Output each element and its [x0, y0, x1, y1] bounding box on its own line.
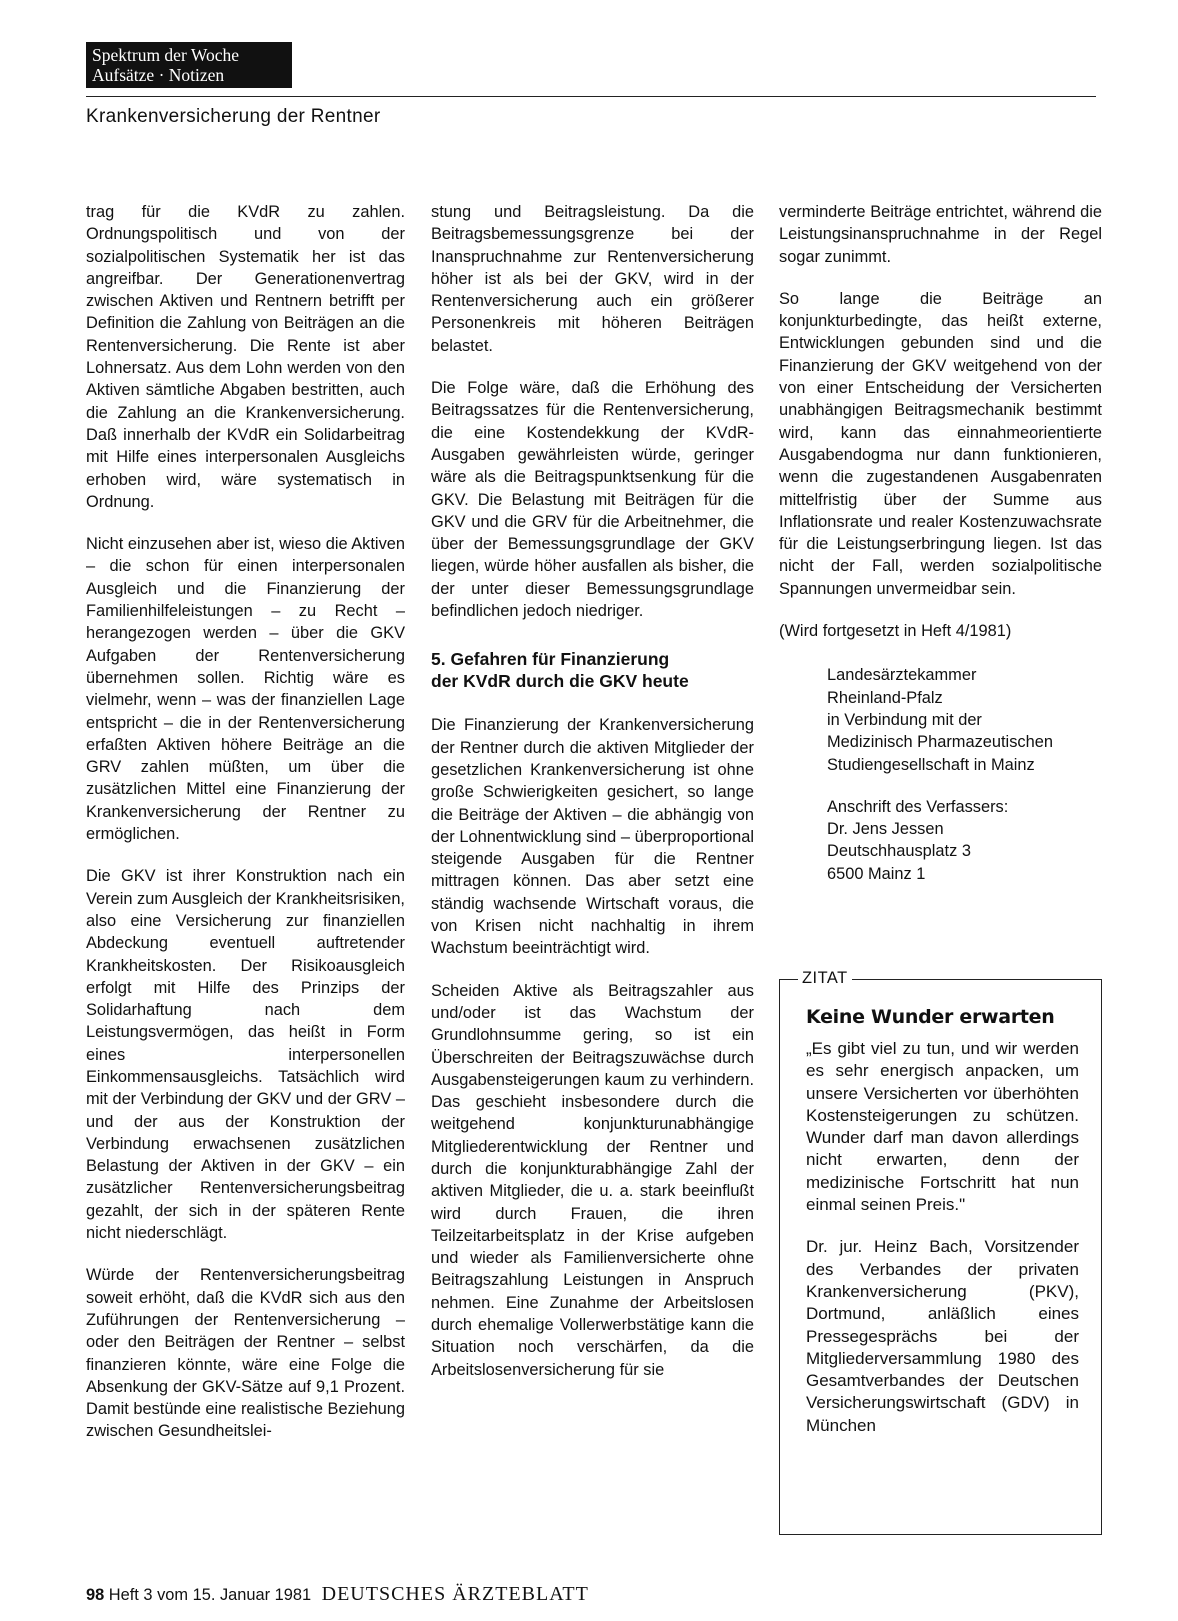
- column-2: [431, 201, 754, 1401]
- author-address: [827, 796, 1102, 885]
- affiliation: [827, 664, 1102, 775]
- section-heading-line2: der KVdR durch die GKV heute: [431, 671, 689, 692]
- affiliation-line: Studiengesellschaft in Mainz: [827, 755, 1035, 774]
- section-heading: [431, 648, 754, 692]
- quote-title: Keine Wunder erwarten: [806, 1006, 1055, 1028]
- paragraph: Die Finanzierung der Krankenversicherung der Rentner durch die aktiven Mitglieder der gesetzlichen Krankenversicherung ist ohne große Schwierigkeiten gesichert, so lange die Beiträge der Aktiven – die abhängig von der Lohnentwicklung sind – überproportional steigende Ausgaben für die Rentner mittragen können. Das aber setzt eine ständig wachsende Wirtschaft voraus, die von Krisen nicht nachhaltig in ihrem Wachstum beeinträchtigt wird.: [431, 716, 754, 958]
- address-line: Deutschhausplatz 3: [827, 842, 971, 861]
- page-footer: [86, 1583, 589, 1606]
- section-label-line1: Spektrum der Woche: [92, 45, 239, 65]
- paragraph: trag für die KVdR zu zahlen. Ordnungspolitisch und von der sozialpolitischen Systematik her ist das angreifbar. Der Generationenvertrag zwischen Aktiven und Rentnern betrifft per Definition die Zahlung von Beiträgen an die Rentenversicherung. Die Rente ist aber Lohnersatz. Aus dem Lohn werden von den Aktiven sämtliche Abgaben bestritten, auch die Zahlung an die Krankenversicherung. Daß innerhalb der KVdR ein Solidarbeitrag mit Hilfe eines interpersonalen Ausgleichs erhoben wird, wäre systematisch in Ordnung.: [86, 203, 405, 511]
- paragraph: verminderte Beiträge entrichtet, während die Leistungsinanspruchnahme in der Regel sogar zunimmt.: [779, 203, 1102, 266]
- address-line: Dr. Jens Jessen: [827, 820, 944, 839]
- magazine-title: DEUTSCHES ÄRZTEBLATT: [321, 1583, 589, 1605]
- article-topic: Krankenversicherung der Rentner: [86, 106, 381, 127]
- issue-info: Heft 3 vom 15. Januar 1981: [108, 1586, 312, 1604]
- paragraph: Scheiden Aktive als Beitragszahler aus und/oder ist das Wachstum der Grundlohnsumme gering, so ist ein Überschreiten der Beitragszuwächse durch Ausgabensteigerungen kaum zu verhindern. Das geschieht insbesondere durch die weitgehend konjunkturunabhängige Mitgliederentwicklung der Rentner und durch die konjunkturabhängige Zahl der aktiven Mitglieder, die u. a. stark beeinflußt wird durch Frauen, die ihren Teilzeitarbeitsplatz in der Krise aufgeben und wieder als Familienversicherte ohne Beitragszahlung Leistungen in Anspruch nehmen. Eine Zunahme der Arbeitslosen durch ehemalige Vollerwerbstätige kann die Situation noch verschärfen, da die Arbeitslosenversicherung für sie: [431, 981, 754, 1379]
- paragraph: Die Folge wäre, daß die Erhöhung des Beitragssatzes für die Rentenversicherung, die eine Kostendekkung der KVdR-Ausgaben gewährleisten würde, geringer wäre als die Beitragspunktsenkung für die GKV. Die Belastung mit Beiträgen für die GKV und die GRV für die Arbeitnehmer, die über der Bemessungsgrundlage der GKV liegen, würde höher ausfallen als bisher, die der unter dieser Bemessungsgrundlage befindlichen jedoch niedriger.: [431, 379, 754, 621]
- address-line: Anschrift des Verfassers:: [827, 797, 1009, 816]
- affiliation-line: Rheinland-Pfalz: [827, 688, 943, 707]
- paragraph: So lange die Beiträge an konjunkturbedingte, das heißt externe, Entwicklungen gebunden sind und die Finanzierung der GKV weitgehend von der von einer Entscheidung der Versicherten unabhängigen Beitragsmechanik bestimmt wird, kann das einnahmeorientierte Ausgabendogma nur dann funktionieren, wenn die zugestandenen Ausgabenraten mittelfristig über der Summe aus Inflationsrate und realer Kostenzuwachsrate für die Leistungserbringung liegen. Ist das nicht der Fall, werden sozialpolitische Spannungen unvermeidbar sein.: [779, 289, 1102, 598]
- section-label-box: [86, 42, 292, 88]
- header-rule: [86, 96, 1096, 97]
- affiliation-line: in Verbindung mit der: [827, 710, 982, 729]
- column-3: [779, 201, 1102, 905]
- continued-note: (Wird fortgesetzt in Heft 4/1981): [779, 622, 1012, 641]
- quote-box: [779, 969, 1102, 1535]
- address-line: 6500 Mainz 1: [827, 864, 926, 883]
- paragraph: Würde der Rentenversicherungsbeitrag soweit erhöht, daß die KVdR sich aus den Zuführungen der Rentenversicherung – oder den Beiträgen der Rentner – selbst finanzieren könnte, wäre eine Folge die Absenkung der GKV-Sätze auf 9,1 Prozent. Damit bestünde eine realistische Beziehung zwischen Gesundheitslei-: [86, 1266, 405, 1441]
- quote-source: Dr. jur. Heinz Bach, Vorsitzender des Verbandes der privaten Krankenversicherung (PKV), Dortmund, anläßlich eines Pressegesprächs bei der Mitgliederversammlung 1980 des Gesamtverbandes der Deutschen Versicherungswirtschaft (GDV) in München: [806, 1237, 1079, 1435]
- page-number: 98: [86, 1586, 105, 1604]
- section-label-line2: Aufsätze · Notizen: [92, 65, 225, 85]
- paragraph: stung und Beitragsleistung. Da die Beitragsbemessungsgrenze bei der Inanspruchnahme zur Rentenversicherung höher ist als bei der GKV, wird in der Rentenversicherung auch ein größerer Personenkreis mit höheren Beiträgen belastet.: [431, 203, 754, 355]
- affiliation-line: Landesärztekammer: [827, 666, 977, 685]
- affiliation-line: Medizinisch Pharmazeutischen: [827, 733, 1053, 752]
- column-1: [86, 201, 405, 1463]
- section-heading-line1: 5. Gefahren für Finanzierung: [431, 649, 670, 670]
- quote-text: „Es gibt viel zu tun, und wir werden es sehr energisch anpacken, um unsere Versicherten vor überhöhten Kostensteigerungen zu schützen. Wunder darf man davon allerdings nicht erwarten, denn der medizinische Fortschritt hat nun einmal seinen Preis.": [806, 1039, 1079, 1215]
- author-info: [827, 664, 1102, 885]
- quote-box-label: ZITAT: [798, 969, 852, 988]
- paragraph: Die GKV ist ihrer Konstruktion nach ein Verein zum Ausgleich der Krankheitsrisiken, also eine Versicherung zur finanziellen Abdeckung eventuell auftretender Krankheitskosten. Der Risikoausgleich erfolgt mit Hilfe des Prinzips der Solidarhaftung nach dem Leistungsvermögen, das heißt in Form eines interpersonellen Einkommensausgleichs. Tatsächlich wird mit der Verbindung der GKV und der GRV – und der aus der Konstruktion der Verbindung erwachsenen zusätzlichen Belastung der Aktiven in der GKV – ein zusätzlicher Rentenversicherungsbeitrag gezahlt, der sich in der späteren Rente nicht niederschlägt.: [86, 867, 405, 1243]
- paragraph: Nicht einzusehen aber ist, wieso die Aktiven – die schon für einen interpersonalen Ausgleich und die Finanzierung der Familienhilfeleistungen – zu Recht – herangezogen werden – über die GKV Aufgaben der Rentenversicherung übernehmen sollen. Richtig wäre es vielmehr, wenn – was der finanziellen Lage entspricht – die in der Rentenversicherung erfaßten Aktiven höhere Beiträge an die GRV zahlen müßten, um über die zusätzlichen Mittel eine Finanzierung der Krankenversicherung der Rentner zu ermöglichen.: [86, 535, 405, 844]
